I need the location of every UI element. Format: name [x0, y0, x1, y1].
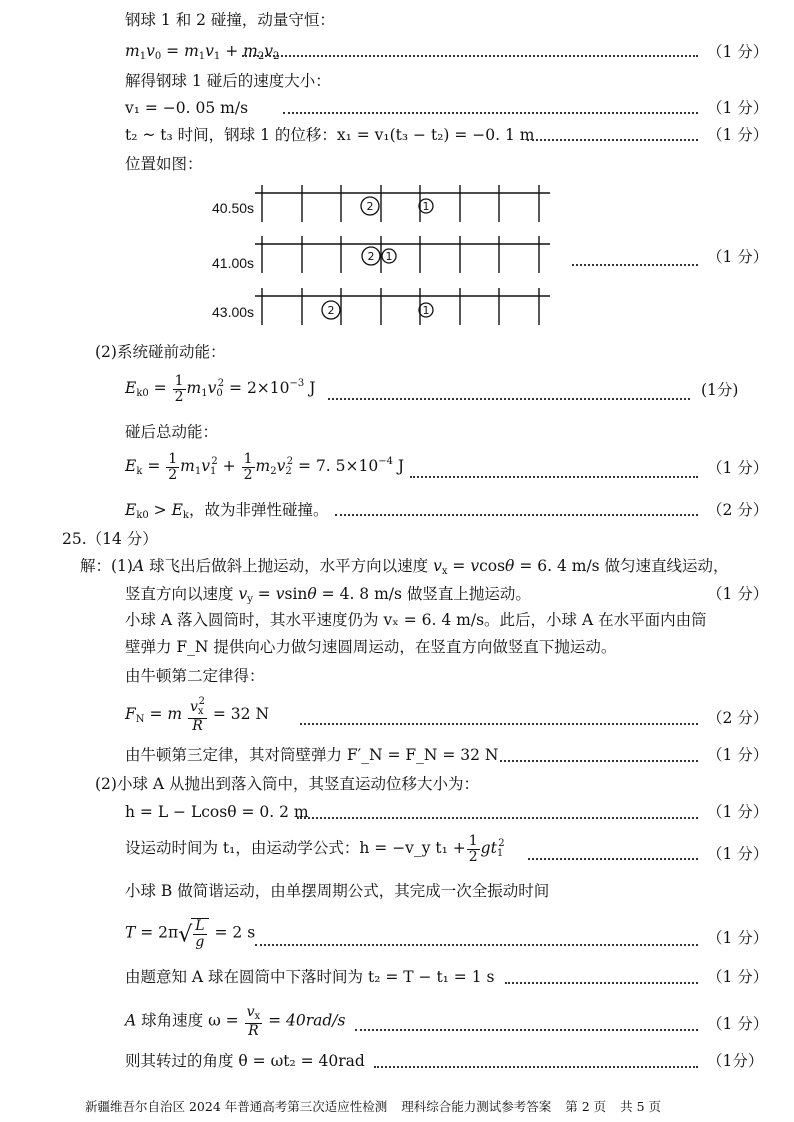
page-footer [85, 1097, 671, 1115]
equation-motion: 设运动时间为 t₁，由运动学公式：h = −v_y t₁ + $\frac{1}{2}$ $gt_1^2$ [125, 833, 505, 865]
ball-1-number: 1 [422, 304, 430, 317]
text-momentum-conservation: 钢球 1 和 2 碰撞，动量守恒： [125, 11, 335, 29]
equation-ek0: $E_{k0}$ = $\frac{1}{2}$ $m_1v_0^2 = 2\times 10^{-3}$ J [125, 373, 316, 405]
inelastic-text: 故为非弹性碰撞。 [204, 501, 329, 519]
score-label: （2 分） [707, 709, 769, 727]
text-position-figure: 位置如图： [125, 155, 203, 173]
score-label: （1 分） [707, 968, 769, 986]
equation-ek: $E_k$ = $\frac{1}{2}$ $m_1v_1^2$ + $\frac{1}{2}$ $m_2v_2^2 = 7$. $5\times 10^{-4}$ J [125, 451, 405, 483]
time-label-41-00: 41.00s [212, 255, 255, 271]
equation-h: h = L − Lcosθ = 0. 2 m [125, 803, 309, 821]
leader-dots [505, 982, 698, 984]
solution-line-11: 小球 B 做简谐运动，由单摆周期公式，其完成一次全振动时间 [125, 882, 550, 900]
score-label: （1 分） [707, 929, 769, 947]
footer-page: 第 2 页 [565, 1099, 607, 1114]
equation-period: T = 2π√ $\frac{L}{g}$ = 2 s [125, 918, 256, 950]
solution-line-13: 由题意知 A 球在圆筒中下落时间为 t₂ = T − t₁ = 1 s [125, 968, 495, 986]
score-label: （1 分） [707, 43, 769, 61]
leader-dots [528, 858, 698, 860]
text-kinetic-after: 碰后总动能： [125, 423, 219, 441]
ball-2-number: 2 [327, 304, 335, 317]
equation-omega: A 球角速度 ω = $\frac{v_x}{R}$ = 40rad/s [125, 1004, 346, 1039]
leader-dots [355, 1029, 698, 1031]
position-figure [0, 0, 794, 340]
question-25-title: 25.（14 分） [62, 530, 158, 548]
leader-dots [300, 723, 698, 725]
solution-line-5: 由牛顿第二定律得： [125, 667, 265, 685]
ball-2-number: 2 [367, 250, 375, 263]
equation-v1: v₁ = −0. 05 m/s [125, 99, 249, 117]
solution-line-2: 竖直方向以速度 $v_y = vsin\theta = 4$. 8 m/s 做竖直上抛运动。 [125, 585, 531, 605]
time-label-40-50: 40.50s [212, 200, 255, 216]
score-label: （1 分） [707, 99, 769, 117]
score-label: （1 分） [707, 803, 769, 821]
score-label: （1 分） [707, 126, 769, 144]
leader-dots [410, 476, 698, 478]
score-label: （1 分） [707, 1015, 769, 1033]
leader-dots [255, 944, 698, 946]
solution-line-3: 小球 A 落入圆筒时，其水平速度仍为 vₓ = 6. 4 m/s。此后，小球 A 在水平面内由筒 [125, 611, 707, 629]
solution-line-7: 由牛顿第三定律，其对筒壁弹力 F′_N = F_N = 32 N [125, 746, 499, 764]
text-part2-kinetic-before: (2)系统碰前动能： [95, 343, 226, 361]
leader-dots [500, 760, 698, 762]
footer-region: 新疆维吾尔自治区 2024 年普通高考第三次适应性检测 [85, 1099, 388, 1114]
ball-2-number: 2 [366, 200, 374, 213]
leader-dots [374, 1066, 698, 1068]
ball-1-number: 1 [385, 250, 393, 263]
ball-1-number: 1 [422, 200, 430, 213]
solution-line-1: 解：(1)A 球飞出后做斜上抛运动，水平方向以速度 $v_x = vcos\theta = 6$. 4 m/s 做匀速直线运动， [80, 557, 729, 577]
score-label: （1 分） [707, 845, 769, 863]
solution-line-4: 壁弹力 F_N 提供向心力做匀速圆周运动，在竖直方向做竖直下抛运动。 [125, 638, 617, 656]
leader-dots [335, 514, 698, 516]
leader-dots [572, 264, 698, 266]
score-label: （1 分） [707, 459, 769, 477]
text-inelastic-collision: $E_{k0} > E_k$，故为非弹性碰撞。 [125, 501, 329, 521]
text-solve-velocity: 解得钢球 1 碰后的速度大小： [125, 72, 331, 90]
equation-fn: $F_N = m$ $\frac{v_x^2}{R}$ = 32 N [125, 696, 270, 734]
score-label: (1分) [701, 381, 739, 399]
solution-line-8: (2)小球 A 从抛出到落入筒中，其竖直运动位移大小为： [95, 775, 480, 793]
leader-dots [328, 398, 690, 400]
footer-subject: 理科综合能力测试参考答案 [401, 1099, 552, 1114]
score-label: （1 分） [707, 746, 769, 764]
footer-total: 共 5 页 [620, 1099, 662, 1114]
solution-line-15: 则其转过的角度 θ = ωt₂ = 40rad [125, 1052, 365, 1070]
score-label: （1 分） [707, 248, 769, 266]
score-label: （2 分） [707, 501, 769, 519]
score-label: （1分） [707, 1052, 764, 1070]
leader-dots [297, 817, 698, 819]
text-displacement: t₂ ~ t₃ 时间，钢球 1 的位移：x₁ = v₁(t₃ − t₂) = −0. 1 m [125, 126, 535, 144]
equation-momentum: $m_1v_0 = m_1v_1 + m_2v_2$ [125, 42, 280, 62]
score-label: （1 分） [707, 585, 769, 603]
time-label-43-00: 43.00s [212, 304, 255, 320]
